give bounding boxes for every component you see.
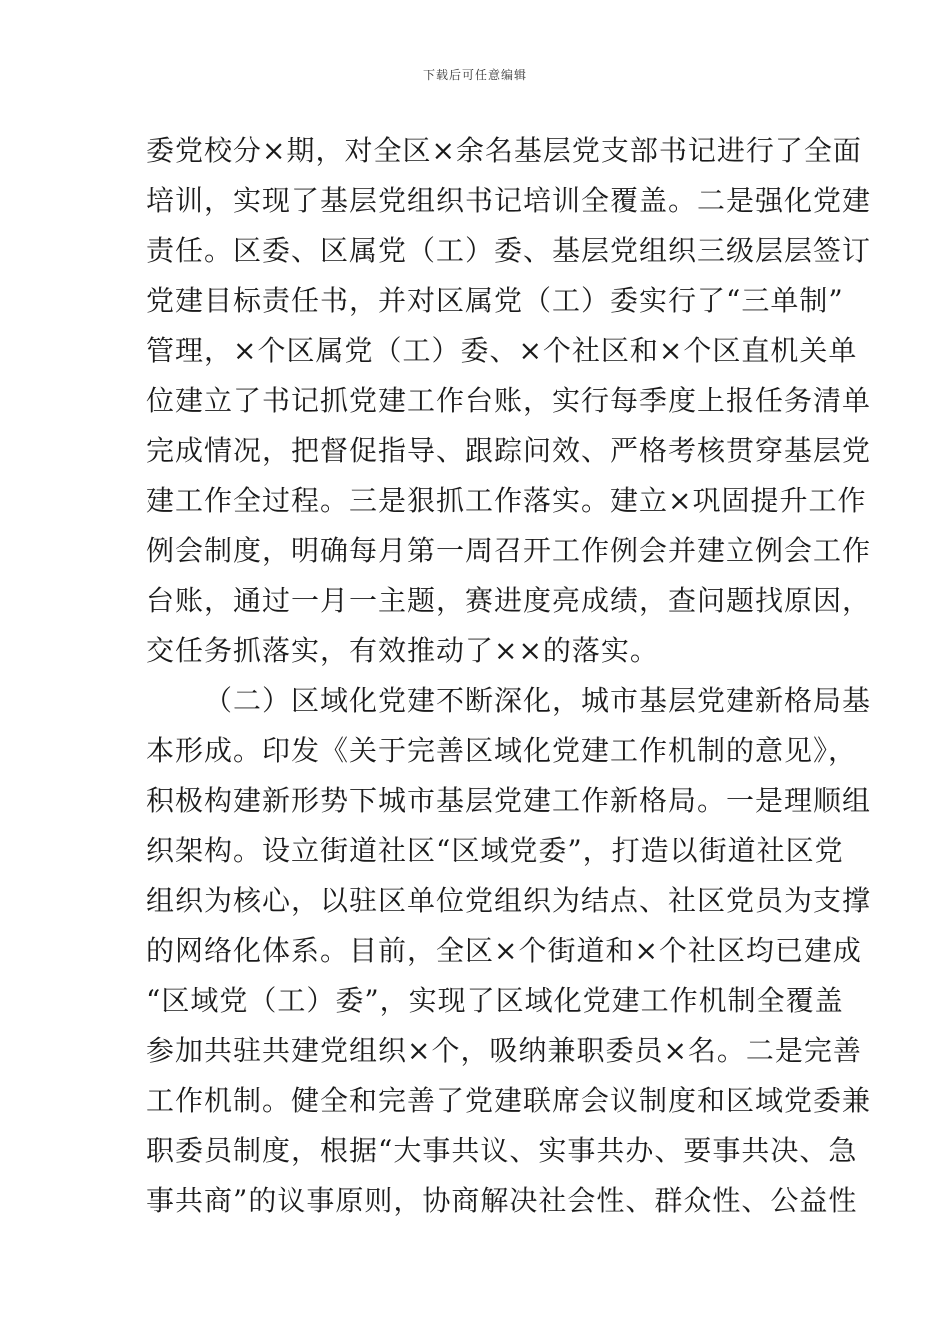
body-text <box>146 126 872 1226</box>
body-line: 组织为核心，以驻区单位党组织为结点、社区党员为支撑 <box>146 884 872 917</box>
body-line: 工作机制。健全和完善了党建联席会议制度和区域党委兼 <box>146 1084 872 1117</box>
body-line: 职委员制度，根据“大事共议、实事共办、要事共决、急 <box>146 1134 858 1167</box>
page-header: 下载后可任意编辑 <box>422 68 527 82</box>
body-line: 委党校分×期，对全区×余名基层党支部书记进行了全面 <box>146 134 862 167</box>
paragraph-end-line: 交任务抓落实，有效推动了××的落实。 <box>146 634 659 667</box>
body-line: 织架构。设立街道社区“区域党委”，打造以街道社区党 <box>146 834 844 867</box>
body-line: 事共商”的议事原则，协商解决社会性、群众性、公益性 <box>146 1184 858 1217</box>
body-line: 参加共驻共建党组织×个，吸纳兼职委员×名。二是完善 <box>146 1034 862 1067</box>
body-line: 台账，通过一月一主题，赛进度亮成绩，查问题找原因， <box>146 584 872 617</box>
body-line: 积极构建新形势下城市基层党建工作新格局。一是理顺组 <box>146 784 872 817</box>
body-line: 例会制度，明确每月第一周召开工作例会并建立例会工作 <box>146 534 872 567</box>
body-line: 责任。区委、区属党（工）委、基层党组织三级层层签订 <box>146 234 872 267</box>
body-line: “区域党（工）委”，实现了区域化党建工作机制全覆盖 <box>146 984 844 1017</box>
section-heading-line: （二）区域化党建不断深化，城市基层党建新格局基 <box>204 684 872 717</box>
body-line: 完成情况，把督促指导、跟踪问效、严格考核贯穿基层党 <box>146 434 872 467</box>
body-line: 培训，实现了基层党组织书记培训全覆盖。二是强化党建 <box>146 184 872 217</box>
body-line: 本形成。印发《关于完善区域化党建工作机制的意见》， <box>146 734 858 767</box>
body-line: 建工作全过程。三是狠抓工作落实。建立×巩固提升工作 <box>146 484 867 517</box>
body-line: 的网络化体系。目前，全区×个街道和×个社区均已建成 <box>146 934 862 967</box>
body-line: 位建立了书记抓党建工作台账，实行每季度上报任务清单 <box>146 384 872 417</box>
body-line: 党建目标责任书，并对区属党（工）委实行了“三单制” <box>146 284 844 317</box>
body-line: 管理，×个区属党（工）委、×个社区和×个区直机关单 <box>146 334 858 367</box>
